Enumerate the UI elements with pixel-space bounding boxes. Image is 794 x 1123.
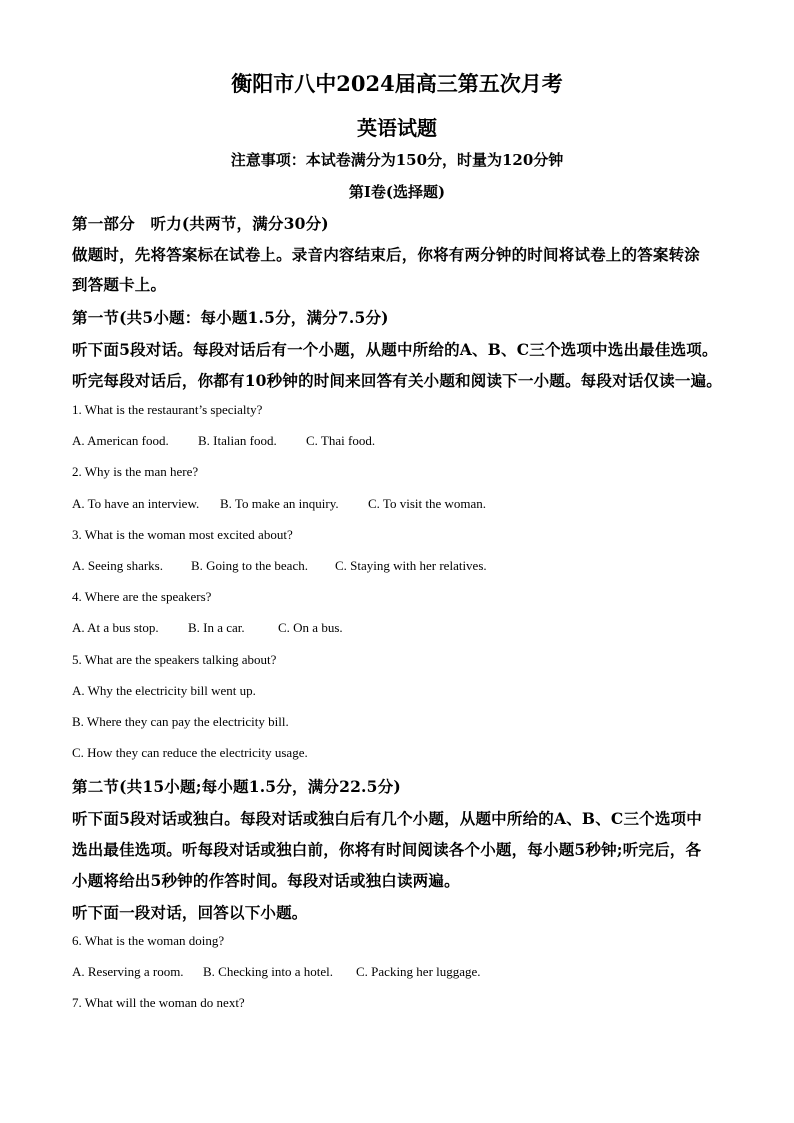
- question-options: [72, 964, 727, 980]
- question-stem: 3. What is the woman most excited about?: [72, 527, 293, 542]
- section1-instruction-line-2: 听完每段对话后，你都有10秒钟的时间来回答有关小题和阅读下一小题。每段对话仅读一遍。: [72, 371, 722, 390]
- option-b: B. Going to the beach.: [191, 558, 308, 573]
- question-stem: 4. Where are the speakers?: [72, 589, 212, 604]
- option-c: C. On a bus.: [278, 620, 343, 635]
- section2-heading: 第二节(共15小题;每小题1.5分，满分22.5分): [72, 777, 401, 796]
- section2-instruction-line-1: 听下面5段对话或独白。每段对话或独白后有几个小题，从题中所给的A、B、C三个选项中: [72, 809, 702, 828]
- option-a: A. Seeing sharks.: [72, 558, 163, 573]
- exam-title: 衡阳市八中2024届高三第五次月考: [231, 71, 563, 96]
- option-a: A. At a bus stop.: [72, 620, 159, 635]
- option-a: A. American food.: [72, 433, 169, 448]
- section1-heading: 第一节(共5小题：每小题1.5分，满分7.5分): [72, 308, 389, 327]
- option-c: C. How they can reduce the electricity usage.: [72, 745, 308, 760]
- part1-heading: 第一部分 听力(共两节，满分30分): [72, 214, 329, 233]
- option-c: C. Packing her luggage.: [356, 964, 481, 979]
- question-stem: 7. What will the woman do next?: [72, 995, 245, 1010]
- option-c: C. To visit the woman.: [368, 496, 487, 511]
- question-stem: 2. Why is the man here?: [72, 464, 199, 479]
- section2-instruction-line-2: 选出最佳选项。听每段对话或独白前，你将有时间阅读各个小题，每小题5秒钟;听完后，各: [72, 840, 702, 859]
- option-a: A. Why the electricity bill went up.: [72, 683, 256, 698]
- dialog-intro: 听下面一段对话，回答以下小题。: [72, 903, 308, 922]
- part1-intro-line-1: 做题时，先将答案标在试卷上。录音内容结束后，你将有两分钟的时间将试卷上的答案转涂: [72, 245, 701, 264]
- notice-line: 注意事项：本试卷满分为150分，时量为120分钟: [230, 151, 564, 169]
- option-b: B. Where they can pay the electricity bill.: [72, 714, 289, 729]
- option-c: C. Thai food.: [306, 433, 376, 448]
- option-b: B. Checking into a hotel.: [203, 964, 333, 979]
- option-c: C. Staying with her relatives.: [335, 558, 487, 573]
- question-options: [72, 558, 727, 574]
- option-b: B. To make an inquiry.: [220, 496, 339, 511]
- question-stem: 1. What is the restaurant’s specialty?: [72, 402, 263, 417]
- question-options: [72, 620, 727, 636]
- volume-label: 第Ⅰ卷(选择题): [348, 183, 446, 201]
- section1-instruction-line-1: 听下面5段对话。每段对话后有一个小题，从题中所给的A、B、C三个选项中选出最佳选项。: [72, 340, 718, 359]
- section2-instruction-line-3: 小题将给出5秒钟的作答时间。每段对话或独白读两遍。: [72, 871, 460, 890]
- question-stem: 5. What are the speakers talking about?: [72, 652, 277, 667]
- question-options: [72, 433, 727, 449]
- subject-title: 英语试题: [357, 116, 437, 140]
- question-stem: 6. What is the woman doing?: [72, 933, 225, 948]
- part1-intro-line-2: 到答题卡上。: [72, 275, 167, 294]
- option-a: A. Reserving a room.: [72, 964, 184, 979]
- option-b: B. Italian food.: [198, 433, 277, 448]
- option-b: B. In a car.: [188, 620, 245, 635]
- question-options: [72, 496, 727, 512]
- option-a: A. To have an interview.: [72, 496, 200, 511]
